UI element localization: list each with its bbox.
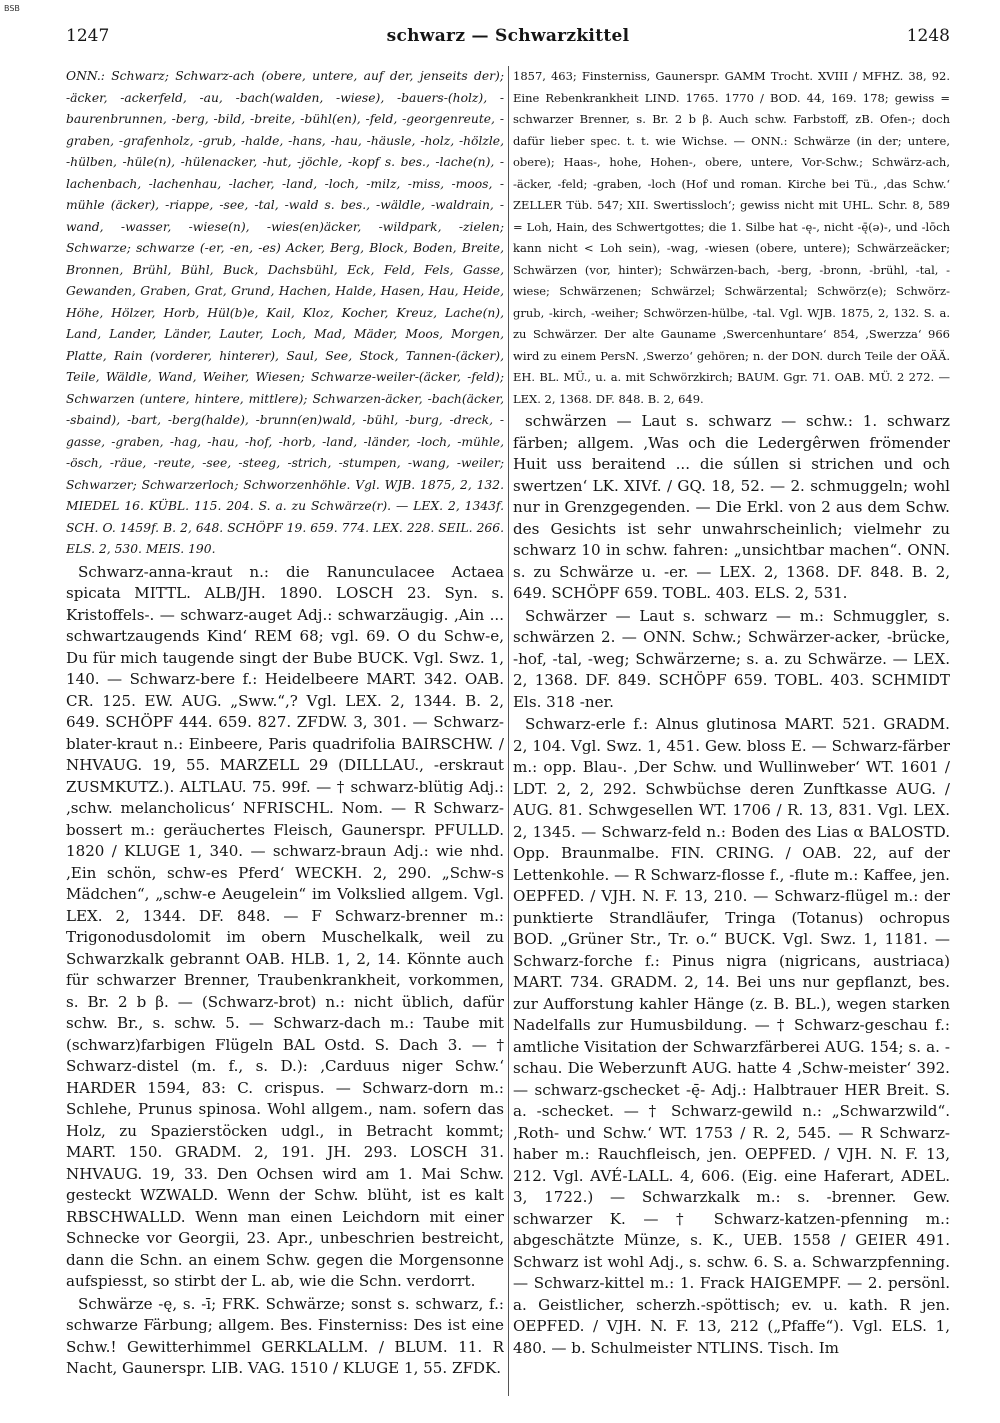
entry-schwarz-compounds: Schwarz-anna-kraut n.: die Ranunculacee Actaea spicata MITTL. ALB/JH. 1890. LOSCH 23. Syn. s. Kristoffels-. — schwarz-auget Adj.: schwarzäugig. ‚Ain ... schwartzaugends Kind‘ REM 68; vgl. 69. O du Schw-e, Du für mich taugende singt der Bube BUCK. Vgl. Swz. 1, 140. — Schwarz-bere f.: Heidelbeere MART. 342. OAB. CR. 125. EW. AUG. „Sww.“,? Vgl. LEX. 2, 1344. B. 2, 649. SCHÖPF 444. 659. 827. ZFDW. 3, 301. — Schwarz-blater-kraut n.: Einbeere, Paris quadrifolia BAIRSCHW. / NHVAUG. 19, 55. MARZELL 29 (DILLLAU., -erskraut ZUSMKUTZ.). ALTLAU. 75. 99f. — † schwarz-blütig Adj.: ‚schw. melancholicus‘ NFRISCHL. Nom. — R Schwarz-bossert m.: geräuchertes Fleisch, Gaunerspr. PFULLD. 1820 / KLUGE 1, 340. — schwarz-braun Adj.: wie nhd. ‚Ein schön, schw-es Pferd‘ WECKH. 2, 290. „Schw-s Mädchen“, „schw-e Aeugelein“ im Volkslied allgem. Vgl. LEX. 2, 1344. DF. 848. — F Schwarz-brenner m.: Trigonodusdolomit im obern Muschelkalk, weil zu Schwarzkalk gebrannt OAB. HLB. 1, 2, 14. Könnte auch für schwarzer Brenner, Traubenkrankheit, vorkommen, s. Br. 2 b β. — (Schwarz-brot) n.: nicht üblich, dafür schw. Br., s. schw. 5. — Schwarz-dach m.: Taube mit (schwarz)farbigen Flügeln BAL Ostd. S. Dach 3. — † Schwarz-distel (m. f., s. D.): ‚Carduus niger Schw.‘ HARDER 1594, 83: C. crispus. — Schwarz-dorn m.: Schlehe, Prunus spinosa. Wohl allgem., nam. sofern das Holz, zu Spazierstöcken udgl., in Betracht kommt; MART. 150. GRADM. 2, 191. JH. 293. LOSCH 31. NHVAUG. 19, 33. Den Ochsen wird am 1. Mai Schw. gesteckt WZWALD. Wenn der Schw. blüht, ist es kalt RBSCHWALLD. Wenn man einen Leichdorn mit einer Schnecke vor Georgii, 23. Apr., unbeschrien bestreicht, dann die Schn. an einem Schw. gegen die Morgensonne aufspiesst, so stirbt der L. ab, wie die Schn. verdorrt. <box>66 562 504 1290</box>
column-divider <box>508 66 509 1396</box>
page-number-left: 1247 <box>66 26 110 46</box>
entry-schwaerzen: schwärzen — Laut s. schwarz — schw.: 1. schwarz färben; allgem. ‚Was och die Ledergêrwen frömender Huit uss beraitend ... die súllen si strichen und och swertzen‘ LK. XIVf. / GQ. 18, 52. — 2. schmuggeln; wohl nur in Grenzgegenden. — Die Erkl. von 2 aus dem Schw. des Gesichts ist sehr unwahrscheinlich; vielmehr zu schwarz 10 in schw. fahren: „unsichtbar machen“. ONN. s. zu Schwärze u. -er. — LEX. 2, 1368. DF. 848. B. 2, 649. SCHÖPF 659. TOBL. 403. ELS. 2, 531. <box>513 412 950 602</box>
left-column <box>66 66 504 1406</box>
entry-schwaerze: Schwärze -ę, s. -ī; FRK. Schwärze; sonst s. schwarz, f.: schwarze Färbung; allgem. Bes. Finsterniss: Des ist eine Schw.! Gewitterhimmel GERKLALLM. / BLUM. 11. R Nacht, Gaunerspr. LIB. VAG. 1510 / KLUGE 1, 55. ZFDK. <box>66 1294 504 1377</box>
entry-schwaerzer: Schwärzer — Laut s. schwarz — m.: Schmuggler, s. schwärzen 2. — ONN. Schw.; Schwärzer-acker, -brücke, -hof, -tal, -weg; Schwärzerne; s. a. zu Schwärze. — LEX. 2, 1368. DF. 849. SCHÖPF 659. TOBL. 403. SCHMIDT Els. 318 -ner. <box>513 606 950 711</box>
right-column <box>513 66 950 1406</box>
entry-schwarz-place-names: ONN.: Schwarz; Schwarz-ach (obere, untere, auf der, jenseits der); -äcker, -ackerfeld, -au, -bach(walden, -wiese), -bauers-(holz), -baurenbrunnen, -berg, -bild, -breite, -bühl(en), -feld, -georgenreute, -graben, -grafenholz, -grub, -halde, -hans, -hau, -häusle, -holz, -hölzle, -hülben, -hüle(n), -hülenacker, -hut, -jöchle, -kopf s. bes., -lache(n), -lachenbach, -lachenhau, -lacher, -land, -loch, -milz, -miss, -moos, -mühle (äcker), -riappe, -see, -tal, -wald s. bes., -wäldle, -waldrain, -wand, -wasser, -wiese(n), -wies(en)äcker, -wildpark, -zielen; Schwarze; schwarze (-er, -en, -es) Acker, Berg, Block, Boden, Breite, Bronnen, Brühl, Bühl, Buck, Dachsbühl, Eck, Feld, Fels, Gasse, Gewanden, Graben, Grat, Grund, Hachen, Halde, Hasen, Hau, Heide, Höhe, Hölzer, Horb, Hül(b)e, Kail, Kloz, Kocher, Kreuz, Lache(n), Land, Lander, Länder, Lauter, Loch, Mad, Mäder, Moos, Morgen, Platte, Rain (vorderer, hinterer), Saul, See, Stock, Tannen-(äcker), Teile, Wäldle, Wand, Weiher, Wiesen; Schwarze-weiler-(äcker, -feld); Schwarzen (untere, hintere, mittlere); Schwarzen-äcker, -bach(äcker, -sbaind), -bart, -berg(halde), -brunn(en)wald, -bühl, -burg, -dreck, -gasse, -graben, -hag, -hau, -hof, -horb, -land, -länder, -loch, -mühle, -ösch, -räue, -reute, -see, -steeg, -strich, -stumpen, -wang, -weiler; Schwarzer; Schwarzerloch; Schworzenhöhle. Vgl. WJB. 1875, 2, 132. MIEDEL 16. KÜBL. 115. 204. S. a. zu Schwärze(r). — LEX. 2, 1343f. SCH. O. 1459f. B. 2, 648. SCHÖPF 19. 659. 774. LEX. 228. SEIL. 266. ELS. 2, 530. MEIS. 190. <box>66 69 504 556</box>
entry-schwaerze-continued: 1857, 463; Finsterniss, Gaunerspr. GAMM Trocht. XVIII / MFHZ. 38, 92. Eine Rebenkrankheit LIND. 1765. 1770 / BOD. 44, 169. 178; gewiss = schwarzer Brenner, s. Br. 2 b β. Auch schw. Farbstoff, zB. Ofen-; doch dafür lieber spec. t. t. wie Wichse. — ONN.: Schwärze (in der; untere, obere); Haas-, hohe, Hohen-, obere, untere, Vor-Schw.; Schwärz-ach, -äcker, -feld; -graben, -loch (Hof und roman. Kirche bei Tü., ‚das Schw.‘ ZELLER Tüb. 547; XII. Swertissloch‘; gewiss nicht mit UHL. Schr. 8, 589 = Loh, Hain, des Schwertgottes; die 1. Silbe hat -ę-, nicht -ę̄(ə)-, und -lōch kann nicht < Loh sein), -wag, -wiesen (obere, untere); Schwärzeäcker; Schwärzen (vor, hinter); Schwärzen-bach, -berg, -bronn, -brühl, -tal, -wiese; Schwärzenen; Schwärzel; Schwärzental; Schwörz(e); Schwörz-grub, -kirch, -weiher; Schwörzen-hülbe, -tal. Vgl. WJB. 1875, 2, 132. S. a. zu Schwärzer. Der alte Gauname ‚Swercenhuntare‘ 854, ‚Swerzza‘ 966 wird zu einem PersN. ‚Swerzo‘ gehören; n. der DON. durch Teile der OÄÄ. EH. BL. MÜ., u. a. mit Schwörzkirch; BAUM. Ggr. 71. OAB. MÜ. 2 272. — LEX. 2, 1368. DF. 848. B. 2, 649. <box>513 69 950 406</box>
page-header <box>66 22 950 52</box>
page-number-right: 1248 <box>906 26 950 46</box>
entry-schwarz-erle: Schwarz-erle f.: Alnus glutinosa MART. 521. GRADM. 2, 104. Vgl. Swz. 1, 451. Gew. bloss E. — Schwarz-färber m.: opp. Blau-. ‚Der Schw. und Wullinweber‘ WT. 1601 / LDT. 2, 2, 292. Schwbüchse deren Zunftkasse AUG. / AUG. 81. Schwgesellen WT. 1706 / R. 13, 831. Vgl. LEX. 2, 1345. — Schwarz-feld n.: Boden des Lias α BALOSTD. Opp. Braunmalbe. FIN. CRING. / OAB. 22, auf der Lettenkohle. — R Schwarz-flosse f., -flute m.: Kaffee, jen. OEPFED. / VJH. N. F. 13, 210. — Schwarz-flügel m.: der punktierte Strandläufer, Tringa (Totanus) ochropus BOD. „Grüner Str., Tr. o.“ BUCK. Vgl. Swz. 1, 1181. — Schwarz-forche f.: Pinus nigra (nigricans, austriaca) MART. 734. GRADM. 2, 14. Bei uns nur gepflanzt, bes. zur Aufforstung kahler Hänge (z. B. BL.), wegen starken Nadelfalls zur Humusbildung. — † Schwarz-geschau f.: amtliche Visitation der Schwarzfärberei AUG. 154; s. a. -schau. Die Weberzunft AUG. hatte 4 ‚Schw-meister‘ 392. — schwarz-gschecket -ę̄- Adj.: Halbtrauer HER Breit. S. a. -schecket. — † Schwarz-gewild n.: „Schwarzwild“. ‚Roth- und Schw.‘ WT. 1753 / R. 2, 545. — R Schwarz-haber m.: Rauchfleisch, jen. OEPFED. / VJH. N. F. 13, 212. Vgl. AVÉ-LALL. 4, 606. (Eig. eine Haferart, ADEL. 3, 1722.) — Schwarzkalk m.: s. -brenner. Gew. schwarzer K. — † Schwarz-katzen-pfenning m.: abgeschätzte Münze, s. K., UEB. 1558 / GEIER 491. Schwarz ist wohl Adj., s. schw. 6. S. a. Schwarzpfenning. — Schwarz-kittel m.: 1. Frack HAIGEMPF. — 2. persönl. a. Geistlicher, scherzh.-spöttisch; ev. u. kath. R jen. OEPFED. / VJH. N. F. 13, 212 („Pfaffe“). Vgl. ELS. 1, 480. — b. Schulmeister NTLINS. Tisch. Im <box>513 715 950 1357</box>
library-stamp: BSB <box>4 4 20 13</box>
running-title: schwarz — Schwarzkittel <box>386 26 630 46</box>
